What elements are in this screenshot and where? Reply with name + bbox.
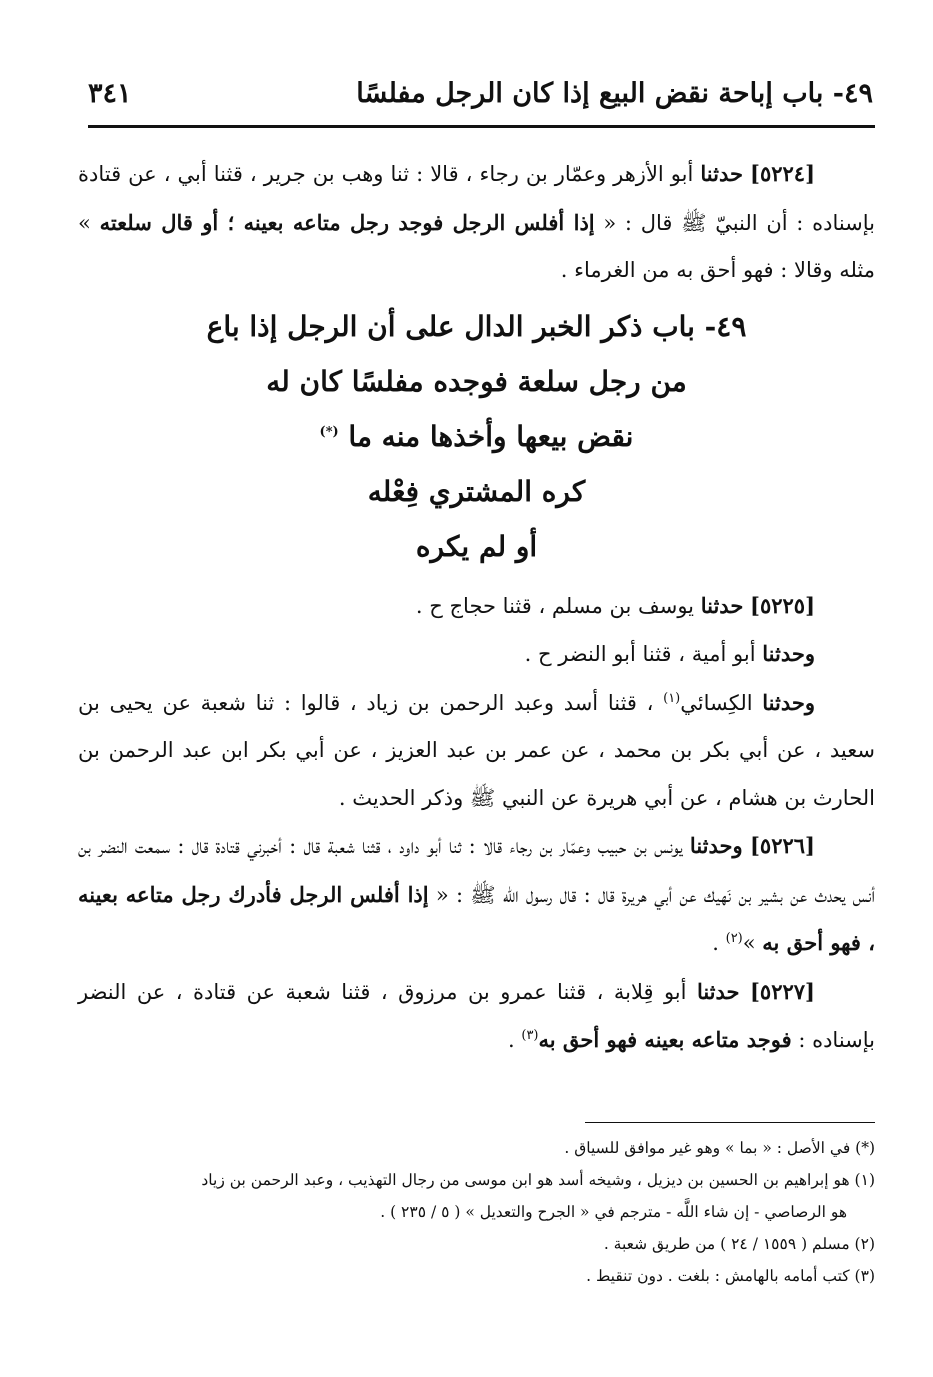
footnote-star: (*) في الأصل : « بما » وهو غير موافق للسياق . — [564, 1139, 875, 1157]
chapter-heading-line: أو لم يكره — [415, 529, 538, 563]
hadith-number: [٥٢٢٤] — [750, 161, 815, 186]
hadith-matn: فوجد متاعه بعينه فهو أحق به — [538, 1027, 792, 1052]
footnote-separator — [585, 1122, 875, 1123]
footnote-2: (٢) مسلم ( ١٥٥٩ / ٢٤ ) من طريق شعبة . — [603, 1235, 875, 1253]
footnote-marker: (١) — [663, 690, 681, 706]
hadith-5225-chain-2 — [78, 630, 875, 679]
chapter-heading-line — [78, 409, 875, 464]
hadith-text: أبو الأزهر وعمّار بن رجاء ، قالا : ثنا وهب بن جرير ، قثنا أبي ، عن قتادة بإسناده : أن النبيّ ﷺ قال : « — [78, 162, 876, 235]
hadith-matn: إذا أفلس الرجل فوجد رجل متاعه بعينه ؛ أو قال سلعته — [99, 209, 595, 235]
chapter-heading-line: كره المشتري فِعْله — [367, 474, 586, 508]
hadith-text: . — [508, 1028, 522, 1052]
narration-verb: حدثنا — [696, 978, 740, 1004]
hadith-number: [٥٢٢٥] — [750, 592, 815, 618]
chapter-heading-line: ٤٩- باب ذكر الخبر الدال على أن الرجل إذا باع — [206, 309, 747, 343]
narration-verb: وحدثنا — [689, 833, 743, 858]
hadith-text: الكِسائي — [680, 690, 763, 715]
hadith-text: » مثله وقالا : فهو أحق به من الغرماء . — [78, 210, 875, 282]
footnote-marker: (٢) — [725, 931, 743, 946]
hadith-text: يونس بن حبيب وعمّار بن رجاء قالا : ثنا أبو داود ، قثنا شعبة قال : أخبرني قتادة قال : سمعت النضر بن أنس يحدث عن بشير بن نَهيك عن أبي هريرة قال : قال رسول الله ﷺ : « — [78, 834, 875, 907]
hadith-text: أبو أمية ، قثنا أبو النضر ح . — [524, 642, 763, 666]
hadith-5225 — [78, 582, 875, 631]
running-title: ٤٩- باب إباحة نقض البيع إذا كان الرجل مفلسًا — [356, 78, 873, 109]
hadith-text: يوسف بن مسلم ، قثنا حجاج ح . — [415, 593, 701, 618]
footnote-1: (١) هو إبراهيم بن الحسين بن ديزيل ، وشيخه أسد هو ابن موسى من رجال التهذيب ، وعبد الرحمن بن زياد — [201, 1171, 875, 1189]
hadith-number: [٥٢٢٦] — [749, 833, 815, 858]
hadith-text: أبو قِلابة ، قثنا عمرو بن مرزوق ، قثنا شعبة عن قتادة ، عن النضر بإسناده : — [78, 979, 875, 1052]
hadith-text: . — [712, 931, 726, 955]
main-text — [78, 150, 875, 1065]
narration-verb: وحدثنا — [762, 689, 815, 715]
hadith-5224 — [78, 150, 875, 295]
chapter-heading — [78, 299, 875, 574]
footnote-marker: (*) — [319, 424, 339, 440]
footnote-1-continued: هو الرصاصي - إن شاء اللَّه - مترجم في « الجرح والتعديل » ( ٥ / ٢٣٥ ) . — [380, 1203, 847, 1221]
hadith-5226 — [78, 822, 875, 968]
page-number: ٣٤١ — [88, 78, 132, 109]
footnote-3: (٣) كتب أمامه بالهامش : بلغت . دون تنقيط . — [586, 1267, 875, 1285]
footnotes — [78, 1132, 875, 1292]
chapter-heading-line: من رجل سلعة فوجده مفلسًا كان له — [266, 364, 687, 398]
page-header — [88, 72, 873, 122]
hadith-matn: إذا أفلس الرجل فأدرك رجل متاعه بعينه ، فهو أحق به — [78, 881, 875, 955]
narration-verb: حدثنا — [700, 161, 743, 186]
chapter-heading-text: نقض بيعها وأخذها منه ما — [348, 419, 634, 453]
hadith-5225-chain-3 — [78, 679, 875, 823]
hadith-text: » — [742, 931, 763, 955]
hadith-text: ، قثنا أسد وعبد الرحمن بن زياد ، قالوا : ثنا شعبة عن يحيى بن سعيد ، عن أبي بكر بن محمد ، عن عمر بن عبد العزيز ، عن أبي بكر ابن عبد الرحمن بن الحارث بن هشام ، عن أبي هريرة عن النبي ﷺ وذكر الحديث . — [78, 690, 875, 810]
hadith-5227 — [78, 968, 875, 1065]
hadith-number: [٥٢٢٧] — [749, 978, 815, 1004]
header-rule — [88, 125, 875, 128]
footnote-marker: (٣) — [521, 1028, 539, 1043]
narration-verb: حدثنا — [700, 592, 744, 618]
narration-verb: وحدثنا — [762, 641, 815, 666]
